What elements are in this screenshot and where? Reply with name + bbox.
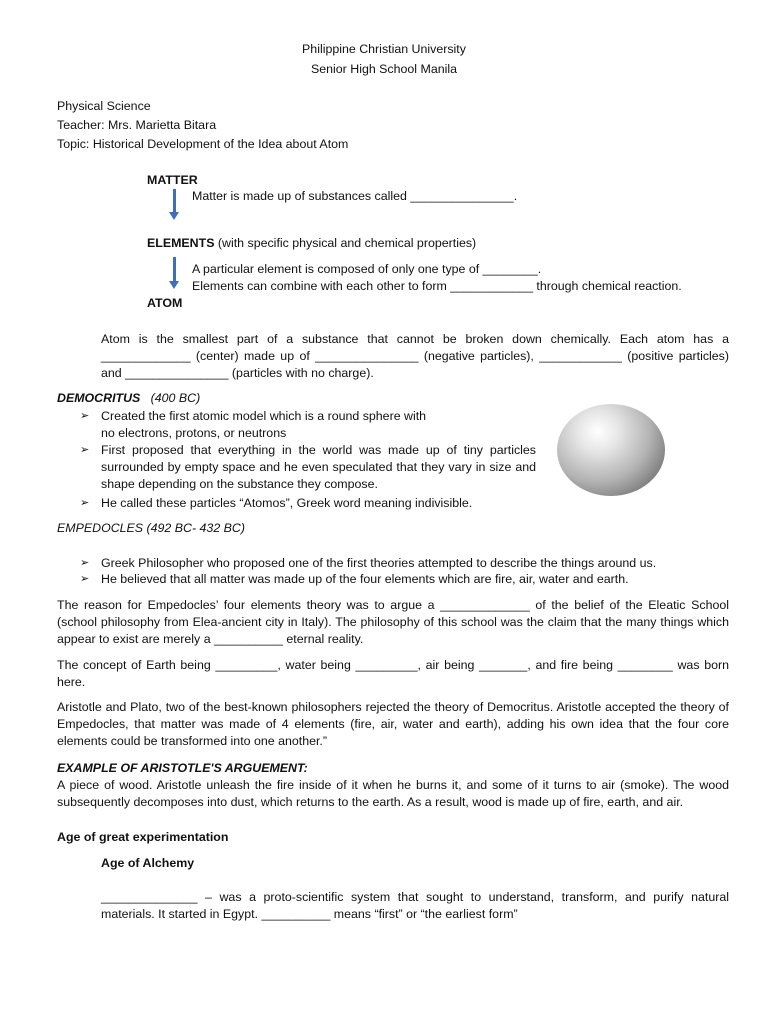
reason-paragraph: The reason for Empedocles’ four elements theory was to argue a _____________ of the belief of the Eleatic School (school philosophy from Elea-ancient city in Italy). The philosophy of this school was the claim that the many things which appear to exist are merely a __________ eternal reality. xyxy=(57,598,729,646)
democritus-bullet-1b: no electrons, protons, or neutrons xyxy=(101,426,287,440)
democritus-bullet-1a: Created the first atomic model which is a round sphere with xyxy=(101,409,427,423)
elements-line xyxy=(147,235,476,252)
concept-paragraph: The concept of Earth being _________, water being _________, air being _______, and fire being ________ was born here. xyxy=(57,658,729,689)
democritus-name: DEMOCRITUS xyxy=(57,391,141,405)
example-paragraph: A piece of wood. Aristotle unleash the fire inside of it when he burns it, and some of it turns to air (smoke). The wood subsequently decomposes into dust, which returns to the earth. As a result, wood is made up of fire, earth, and air. xyxy=(57,778,729,809)
sphere-atom-model xyxy=(557,404,665,496)
arrowhead-bullet-icon: ➢ xyxy=(80,497,90,509)
school-name: Senior High School Manila xyxy=(310,62,457,76)
subject-line: Physical Science xyxy=(57,99,151,113)
university-name: Philippine Christian University xyxy=(302,42,466,56)
element-line-1: A particular element is composed of only one type of ________. xyxy=(192,262,542,276)
alchemy-paragraph: ______________ – was a proto-scientific system that sought to understand, transform, and purify natural materials. It started in Egypt. __________ means “first” or “the earliest form” xyxy=(101,890,729,921)
topic-value: Historical Development of the Idea about Atom xyxy=(92,137,349,151)
arrowhead-bullet-icon: ➢ xyxy=(80,410,90,422)
arrowhead-bullet-icon: ➢ xyxy=(80,557,90,569)
aristotle-paragraph: Aristotle and Plato, two of the best-known philosophers rejected the theory of Democritus. Aristotle accepted the theory of Empedocles, that matter was made of 4 elements (fire, air, water and earth), adding his own idea that the four core elements could be transformed into one another.” xyxy=(57,700,729,748)
democritus-bullet-2: First proposed that everything in the world was made up of tiny particles surrounded by empty space and he even speculated that they vary in size and shape depending on the substance they compose. xyxy=(101,443,536,491)
alchemy-heading: Age of Alchemy xyxy=(101,856,195,870)
teacher-label: Teacher: xyxy=(57,118,105,132)
matter-title: MATTER xyxy=(147,173,198,187)
democritus-bullet-3: He called these particles “Atomos”, Greek word meaning indivisible. xyxy=(101,496,473,510)
teacher-name: Mrs. Marietta Bitara xyxy=(107,118,217,132)
democritus-date: (400 BC) xyxy=(150,391,201,405)
teacher-line xyxy=(57,117,216,134)
experimentation-heading: Age of great experimentation xyxy=(57,830,229,844)
element-line-2: Elements can combine with each other to form ____________ through chemical reaction. xyxy=(192,279,682,293)
elements-title: ELEMENTS xyxy=(147,236,215,250)
democritus-heading xyxy=(57,390,200,407)
atom-title: ATOM xyxy=(147,296,183,310)
topic-label: Topic: xyxy=(57,137,90,151)
arrowhead-bullet-icon: ➢ xyxy=(80,444,90,456)
topic-line xyxy=(57,136,348,153)
empedocles-bullet-2: He believed that all matter was made up of the four elements which are fire, air, water and earth. xyxy=(101,572,629,586)
empedocles-heading: EMPEDOCLES (492 BC- 432 BC) xyxy=(57,521,245,535)
down-arrow-icon xyxy=(173,257,176,282)
matter-text: Matter is made up of substances called _______________. xyxy=(192,189,518,203)
arrowhead-bullet-icon: ➢ xyxy=(80,573,90,585)
atom-paragraph: Atom is the smallest part of a substance that cannot be broken down chemically. Each atom has a _____________ (center) made up of _______________ (negative particles), ____________ (positive particles) and _______________ (particles with no charge). xyxy=(101,332,729,380)
empedocles-bullet-1: Greek Philosopher who proposed one of the first theories attempted to describe the things around us. xyxy=(101,556,657,570)
elements-note: (with specific physical and chemical properties) xyxy=(214,236,477,250)
example-heading: EXAMPLE OF ARISTOTLE'S ARGUEMENT: xyxy=(57,761,308,775)
down-arrow-icon xyxy=(173,189,176,213)
